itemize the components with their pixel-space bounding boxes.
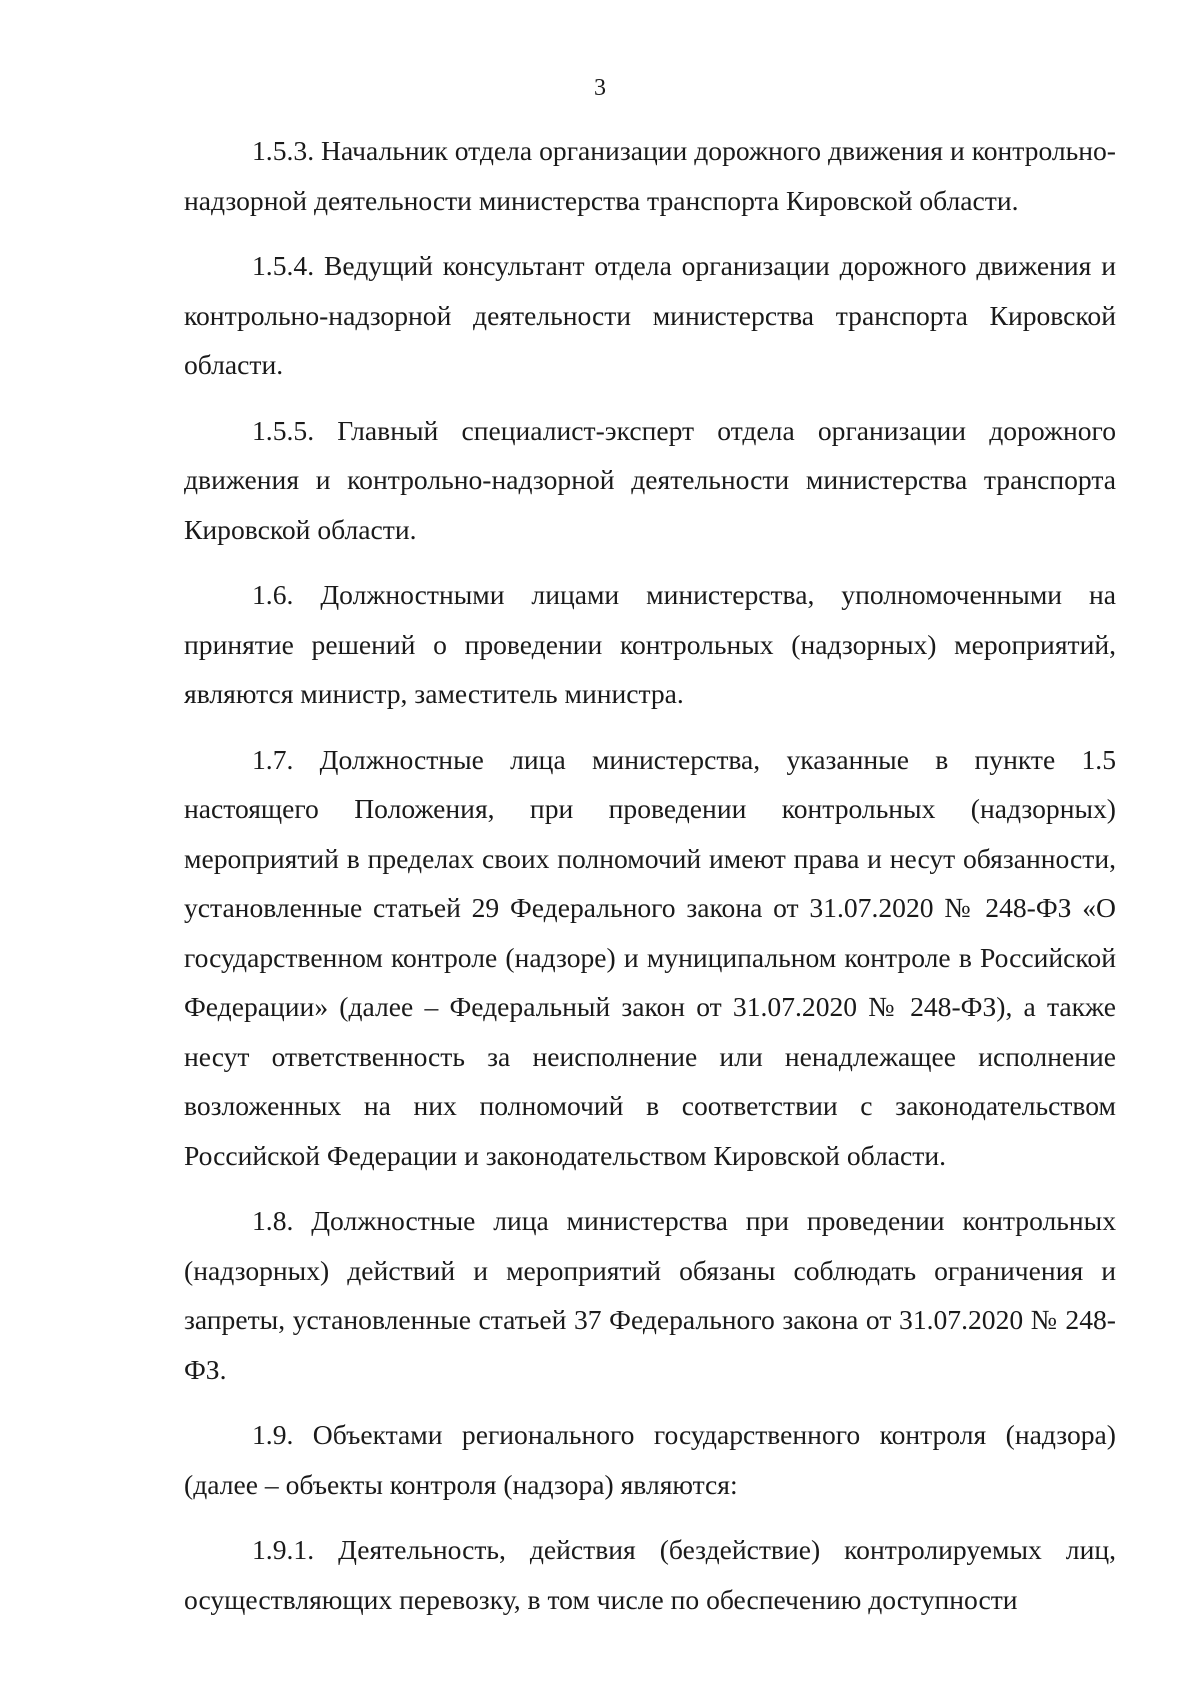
page-number: 3 <box>594 75 606 101</box>
paragraph-1-8: 1.8. Должностные лица министерства при проведении контрольных (надзорных) действий и мероприятий обязаны соблюдать ограничения и запреты, установленные статьей 37 Федерального закона от 31.07.2020 № 248-ФЗ. <box>184 1205 1116 1385</box>
paragraph-1-9-1: 1.9.1. Деятельность, действия (бездействие) контролируемых лиц, осуществляющих перевозку, в том числе по обеспечению доступности <box>184 1534 1116 1615</box>
paragraph-1-5-5: 1.5.5. Главный специалист-эксперт отдела организации дорожного движения и контрольно-надзорной деятельности министерства транспорта Кировской области. <box>184 414 1116 545</box>
paragraph-1-5-3: 1.5.3. Начальник отдела организации дорожного движения и контрольно-надзорной деятельности министерства транспорта Кировской области. <box>184 135 1116 216</box>
paragraph-1-7: 1.7. Должностные лица министерства, указанные в пункте 1.5 настоящего Положения, при проведении контрольных (надзорных) мероприятий в пределах своих полномочий имеют права и несут обязанности, установленные статьей 29 Федерального закона от 31.07.2020 № 248-ФЗ «О государственном контроле (надзоре) и муниципальном контроле в Российской Федерации» (далее – Федеральный закон от 31.07.2020 № 248-ФЗ), а также несут ответственность за неисполнение или ненадлежащее исполнение возложенных на них полномочий в соответствии с законодательством Российской Федерации и законодательством Кировской области. <box>184 743 1116 1171</box>
paragraph-1-5-4: 1.5.4. Ведущий консультант отдела организации дорожного движения и контрольно-надзорной деятельности министерства транспорта Кировской области. <box>184 250 1116 380</box>
document-body <box>184 126 1116 1624</box>
paragraph-1-9: 1.9. Объектами регионального государственного контроля (надзора) (далее – объекты контроля (надзора) являются: <box>184 1419 1116 1500</box>
paragraph-1-6: 1.6. Должностными лицами министерства, уполномоченными на принятие решений о проведении контрольных (надзорных) мероприятий, являются министр, заместитель министра. <box>184 579 1116 709</box>
